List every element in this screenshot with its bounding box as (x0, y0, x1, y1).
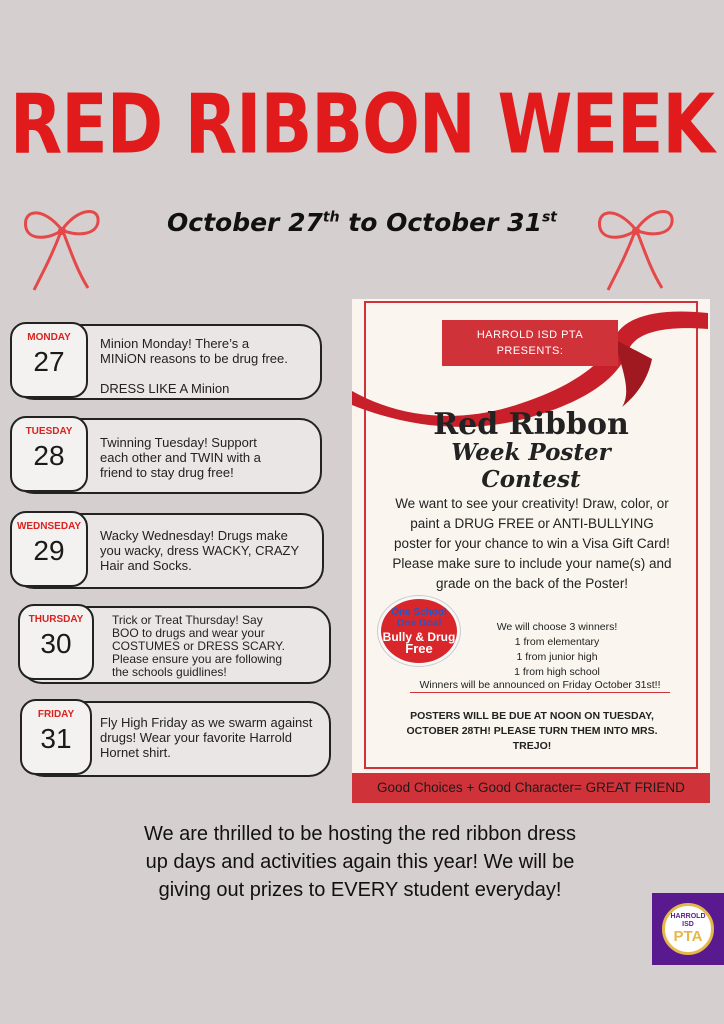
poster-subtitle: Week Poster (451, 439, 611, 466)
winners-announcement: Winners will be announced on Friday October 31st!! (410, 679, 670, 693)
day-card-monday (12, 324, 322, 400)
day-card-thursday (20, 606, 331, 684)
poster-title: Red Ribbon (433, 407, 629, 442)
bully-drug-free-logo: One School One Goal Bully & Drug Free (378, 596, 460, 666)
date-range: October 27th to October 31st (167, 208, 557, 237)
poster-footer-banner: Good Choices + Good Character= GREAT FRIEND (352, 773, 710, 803)
day-card-tuesday (12, 418, 322, 494)
harrold-isd-pta-logo: HARROLD ISD PTA (652, 893, 724, 965)
day-description: Fly High Friday as we swarm against drugs! Wear your favorite Harrold Hornet shirt. (100, 715, 313, 760)
poster-contest-flyer (352, 299, 710, 803)
day-description: Trick or Treat Thursday! Say BOO to drugs and wear your COSTUMES or DRESS SCARY. Please ensure you are following the schools guidlines! (112, 613, 285, 679)
calendar-tile: WEDNSEDAY 29 (10, 511, 88, 587)
day-description: Minion Monday! There’s a MINiON reasons to be drug free. DRESS LIKE A Minion (100, 336, 288, 396)
closing-message: We are thrilled to be hosting the red ribbon dress up days and activities again this year! We will be giving out prizes to EVERY student everyday! (143, 823, 577, 901)
page-title: RED RIBBON WEEK (9, 78, 715, 173)
calendar-tile: TUESDAY 28 (10, 416, 88, 492)
poster-body: We want to see your creativity! Draw, color, or paint a DRUG FREE or ANTI-BULLYING poster for your chance to win a Visa Gift Card! Please make sure to include your name(s) and grade on the back of the Poster! (392, 496, 672, 591)
presents-banner: HARROLD ISD PTA PRESENTS: (442, 320, 618, 366)
day-description: Wacky Wednesday! Drugs make you wacky, dress WACKY, CRAZY Hair and Socks. (100, 528, 300, 573)
ribbon-bow-icon (596, 200, 676, 295)
calendar-tile: MONDAY 27 (10, 322, 88, 398)
day-description: Twinning Tuesday! Support each other and TWIN with a friend to stay drug free! (100, 435, 261, 480)
poster-subtitle: Contest (481, 466, 581, 493)
calendar-tile: FRIDAY 31 (20, 699, 92, 775)
calendar-tile: THURSDAY 30 (18, 604, 94, 680)
day-card-friday (22, 701, 331, 777)
ribbon-bow-icon (22, 200, 102, 295)
day-card-wednesday (12, 513, 324, 589)
due-date-notice: POSTERS WILL BE DUE AT NOON ON TUESDAY, OCTOBER 28TH! PLEASE TURN THEM INTO MRS. TREJO! (406, 710, 658, 752)
winners-list: We will choose 3 winners! 1 from elementary 1 from junior high 1 from high school (496, 621, 618, 678)
